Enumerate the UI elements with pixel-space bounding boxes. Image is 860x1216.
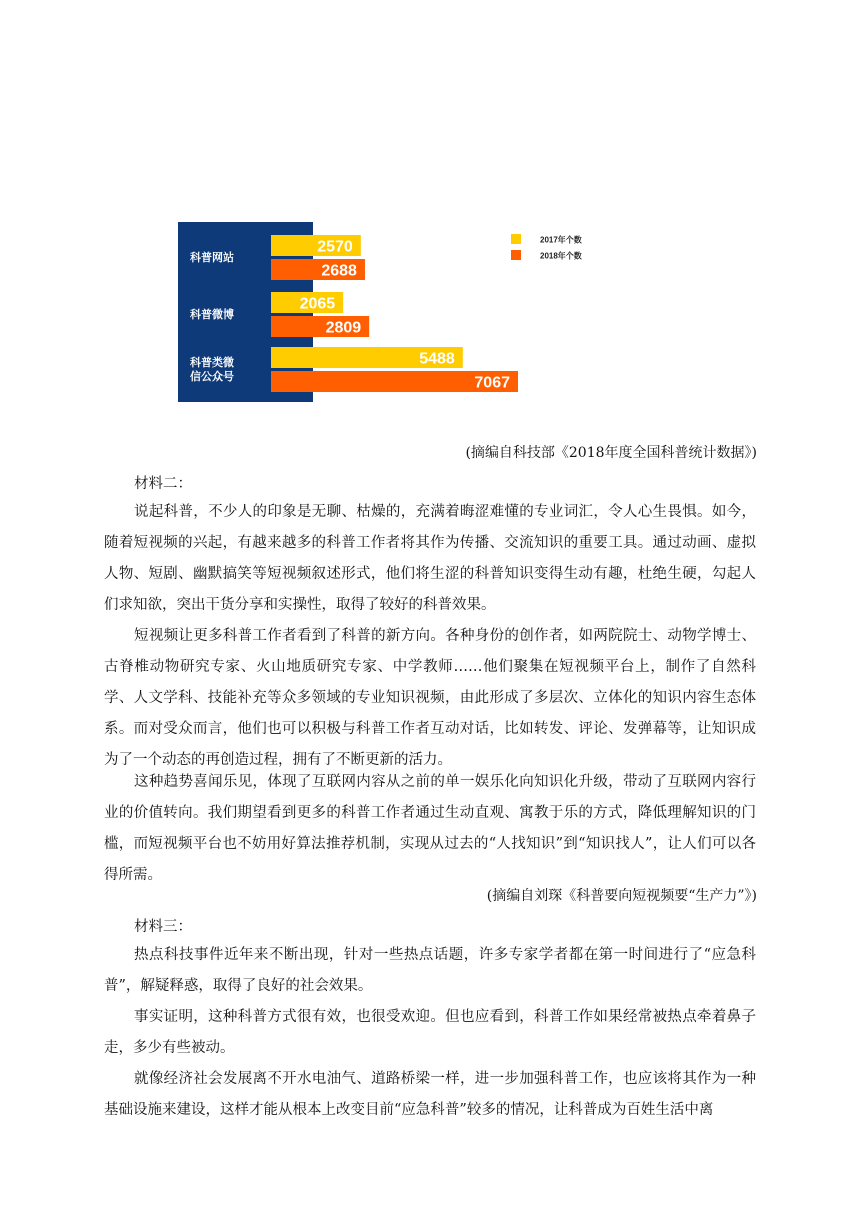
category-label: 科普微博 (190, 309, 234, 321)
bar-value-label: 2688 (321, 262, 357, 280)
bar-value-label: 7067 (474, 374, 510, 392)
material-three-paragraph-2: 事实证明，这种科普方式很有效，也很受欢迎。但也应看到，科普工作如果经常被热点牵着鼻子走，多少有些被动。 (104, 1009, 756, 1056)
material-three-paragraph-1: 热点科技事件近年来不断出现，针对一些热点话题，许多专家学者都在第一时间进行了“应急科普”，解疑释惑，取得了良好的社会效果。 (104, 947, 756, 994)
material-three-paragraph-3: 就像经济社会发展离不开水电油气、道路桥梁一样，进一步加强科普工作，也应该将其作为一种基础设施来建设，这样才能从根本上改变目前“应急科普”较多的情况，让科普成为百姓生活中离 (104, 1071, 756, 1118)
legend-label: 2018年个数 (540, 251, 582, 261)
bar-value-label: 2809 (325, 319, 362, 337)
legend-label: 2017年个数 (540, 235, 582, 245)
material-two-heading: 材料二： (134, 476, 192, 492)
material-two-paragraph-3: 这种趋势喜闻乐见，体现了互联网内容从之前的单一娱乐化向知识化升级，带动了互联网内容行业的价值转向。我们期望看到更多的科普工作者通过生动直观、寓教于乐的方式，降低理解知识的门槛，而短视频平台也不妨用好算法推荐机制，实现从过去的“人找知识”到“知识找人”，让人们可以各得所需。 (104, 774, 756, 883)
category-label: 科普类微 (190, 357, 234, 369)
legend-swatch (511, 250, 521, 260)
category-label: 科普网站 (190, 252, 234, 264)
category-label: 信公众号 (190, 371, 234, 383)
material-two-paragraph-1: 说起科普，不少人的印象是无聊、枯燥的，充满着晦涩难懂的专业词汇，令人心生畏惧。如今，随着短视频的兴起，有越来越多的科普工作者将其作为传播、交流知识的重要工具。通过动画、虚拟人物、短剧、幽默搞笑等短视频叙述形式，他们将生涩的科普知识变得生动有趣，杜绝生硬，勾起人们求知欲，突出干货分享和实操性，取得了较好的科普效果。 (104, 504, 756, 613)
bar-chart-svg (178, 222, 598, 402)
bar-chart (178, 222, 598, 402)
bar-value-label: 5488 (419, 350, 455, 368)
legend-swatch (511, 234, 521, 244)
material-two-paragraph-2: 短视频让更多科普工作者看到了科普的新方向。各种身份的创作者，如两院院士、动物学博士、古脊椎动物研究专家、火山地质研究专家、中学教师……他们聚集在短视频平台上，制作了自然科学、人文学科、技能补充等众多领域的专业知识视频，由此形成了多层次、立体化的知识内容生态体系。而对受众而言，他们也可以积极与科普工作者互动对话，比如转发、评论、发弹幕等，让知识成为了一个动态的再创造过程，拥有了不断更新的活力。 (104, 628, 756, 768)
source-citation-1: (摘编自科技部《2018年度全国科普统计数据》) (465, 445, 757, 461)
bar-value-label: 2570 (317, 238, 353, 256)
bar-value-label: 2065 (299, 295, 336, 313)
material-three-heading: 材料三： (134, 919, 192, 935)
source-citation-2: (摘编自刘琛《科普要向短视频要“生产力”》) (486, 888, 757, 904)
